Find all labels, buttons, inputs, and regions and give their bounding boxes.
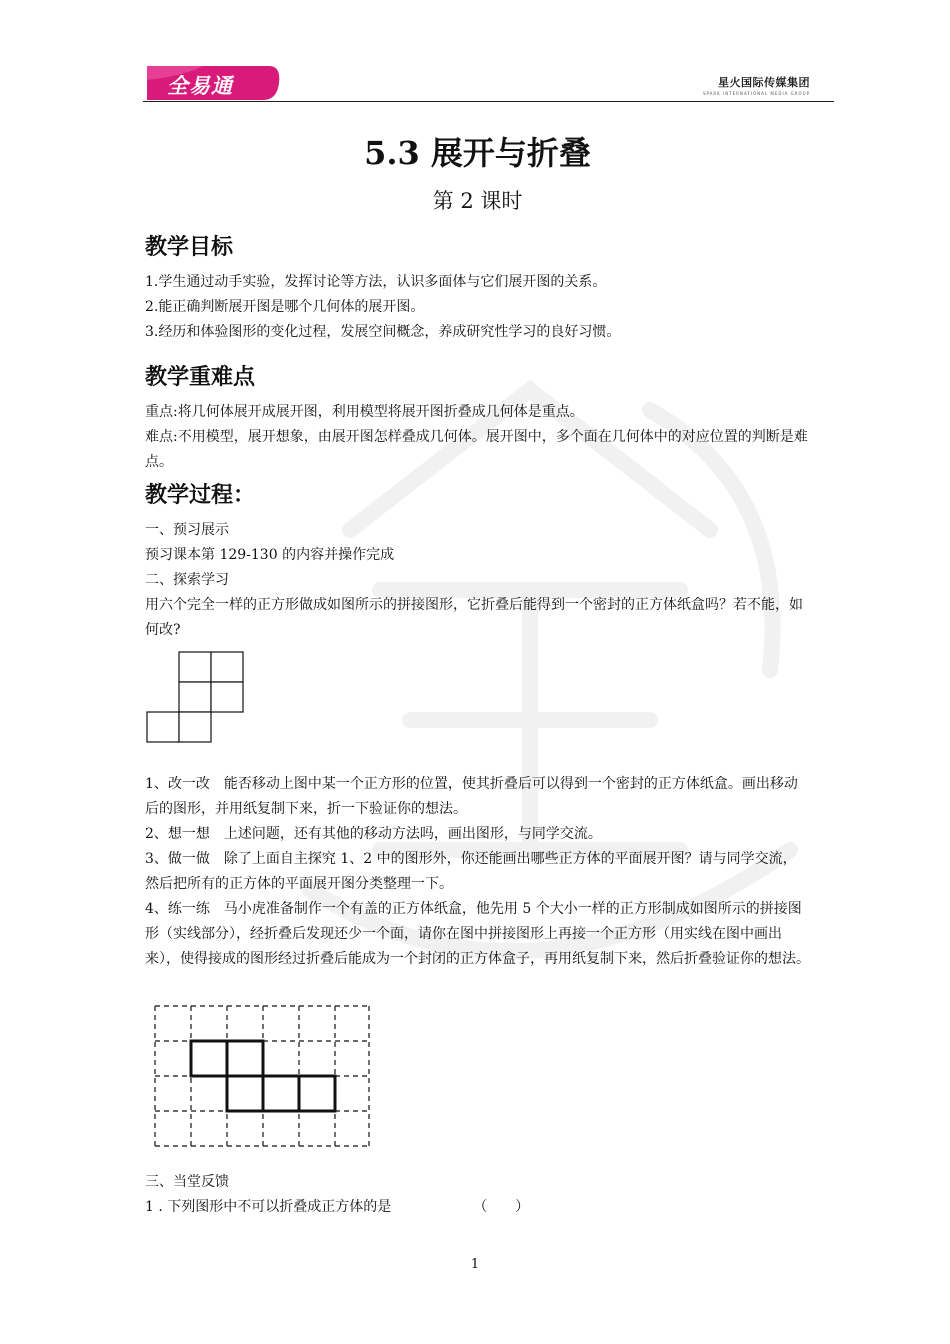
section-goals — [145, 232, 620, 345]
dashed-grid-figure — [153, 1004, 373, 1150]
activity-item: 4、练一练 马小虎准备制作一个有盖的正方体纸盒，他先用 5 个大小一样的正方形制成如图所示的拼接图形（实线部分），经折叠后发现还少一个面，请你在图中拼接图形上再接一个正方形（用实线在图中画出来），使得接成的图形经过折叠后能成为一个封闭的正方体盒子，再用纸复制下来，然后折叠验证你的想法。 — [145, 901, 810, 967]
feedback-heading: 三、当堂反馈 — [145, 1174, 229, 1190]
question-1 — [145, 1195, 810, 1220]
process-item: 预习课本第 129-130 的内容并操作完成 — [145, 547, 395, 563]
header-divider — [143, 101, 834, 102]
answer-bracket[interactable]: （ ） — [473, 1199, 530, 1215]
activities — [145, 772, 810, 972]
page-subtitle: 第 2 课时 — [432, 189, 523, 213]
feedback-section — [145, 1170, 810, 1220]
process-item: 二、探索学习 — [145, 572, 229, 588]
key-heading: 教学重难点 — [145, 365, 256, 390]
process-heading: 教学过程： — [145, 483, 256, 508]
net-square — [211, 682, 243, 712]
solid-square — [299, 1076, 335, 1111]
net-square — [179, 712, 211, 742]
page-title: 5.3 展开与折叠 — [364, 134, 591, 172]
question-1-text: 1 . 下列图形中不可以折叠成正方体的是 — [145, 1199, 392, 1215]
net-square — [179, 652, 211, 682]
key-item: 重点:将几何体展开成展开图，利用模型将展开图折叠成几何体是重点。 — [145, 404, 584, 420]
solid-square — [227, 1076, 263, 1111]
section-process — [145, 480, 810, 643]
goal-item: 2.能正确判断展开图是哪个几何体的展开图。 — [145, 299, 425, 315]
activity-item: 2、想一想 上述问题，还有其他的移动方法吗，画出图形，与同学交流。 — [145, 826, 602, 842]
solid-square — [227, 1041, 263, 1076]
document-body — [145, 126, 810, 1215]
goals-heading: 教学目标 — [145, 235, 234, 260]
brand-english: SPARK INTERNATIONAL MEDIA GROUP — [702, 91, 810, 96]
page-number: 1 — [470, 1257, 480, 1272]
net-square — [147, 712, 179, 742]
key-item: 难点:不用模型，展开想象，由展开图怎样叠成几何体。展开图中，多个面在几何体中的对应位置的判断是难点。 — [145, 429, 808, 470]
process-item: 一、预习展示 — [145, 522, 229, 538]
activity-item: 1、改一改 能否移动上图中某一个正方形的位置，使其折叠后可以得到一个密封的正方体纸盒。画出移动后的图形，并用纸复制下来，折一下验证你的想法。 — [145, 776, 798, 817]
goal-item: 1.学生通过动手实验，发挥讨论等方法，认识多面体与它们展开图的关系。 — [145, 274, 607, 290]
logo-text: 全易通 — [167, 74, 233, 98]
solid-square — [263, 1076, 299, 1111]
net-square — [179, 682, 211, 712]
activity-item: 3、做一做 除了上面自主探究 1、2 中的图形外，你还能画出哪些正方体的平面展开图？请与同学交流，然后把所有的正方体的平面展开图分类整理一下。 — [145, 851, 797, 892]
section-key-points — [145, 362, 810, 475]
net-square — [211, 652, 243, 682]
brand-block — [703, 74, 810, 96]
goal-item: 3.经历和体验图形的变化过程，发展空间概念，养成研究性学习的良好习惯。 — [145, 324, 621, 340]
process-item: 用六个完全一样的正方形做成如图所示的拼接图形，它折叠后能得到一个密封的正方体纸盒吗？若不能，如何改? — [145, 597, 803, 638]
solid-square — [191, 1041, 227, 1076]
cube-net-figure — [145, 650, 245, 748]
brand-name: 星火国际传媒集团 — [718, 76, 810, 89]
